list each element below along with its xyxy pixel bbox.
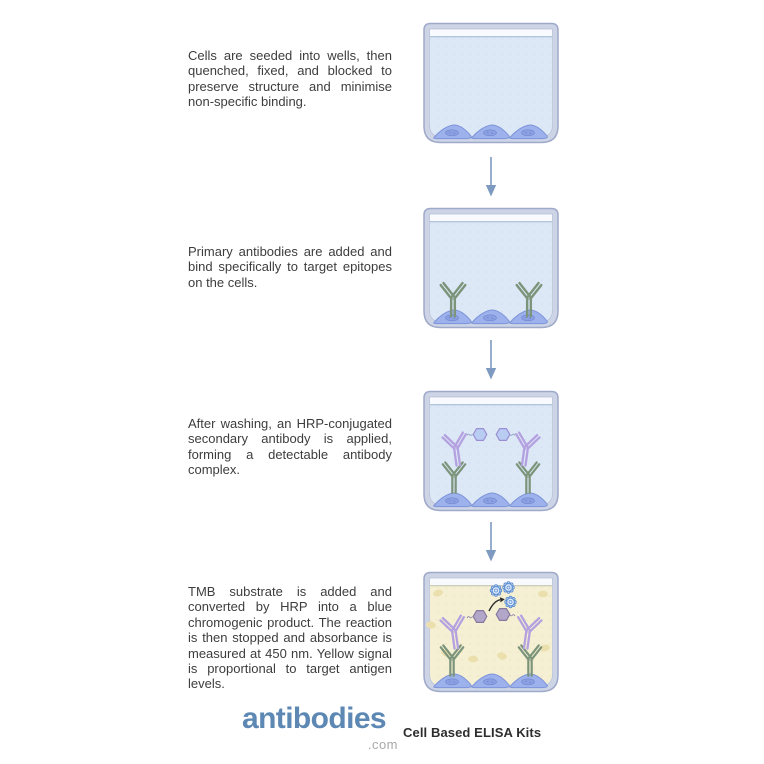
kit-title: Cell Based ELISA Kits: [403, 725, 542, 740]
hrp-enzyme-icon: [473, 429, 487, 441]
step-1-description: Cells are seeded into wells, then quenched, fixed, and blocked to preserve structure and minimise non-specific binding.: [188, 48, 392, 110]
blue-product-molecule-icon: [490, 585, 501, 596]
blue-product-molecule-icon: [505, 596, 516, 607]
substrate-blob-icon: [538, 591, 548, 598]
brand-logo-text: antibodies: [242, 702, 387, 735]
hrp-enzyme-icon: [473, 611, 487, 623]
down-arrow-icon: [484, 340, 498, 380]
step-2-well-illustration: [420, 206, 562, 330]
step-2-description: Primary antibodies are added and bind specifically to target epitopes on the cells.: [188, 244, 392, 290]
step-1-well-illustration: [420, 21, 562, 145]
step-3-well-illustration: [420, 389, 562, 513]
step-4-well-illustration: [420, 570, 562, 694]
down-arrow-icon: [484, 522, 498, 562]
step-4-description: TMB substrate is added and converted by HRP into a blue chromogenic product. The reaction is then stopped and absorbance is measured at 450 nm. Yellow signal is proportional to target antigen levels.: [188, 584, 392, 692]
brand-logo: [242, 702, 398, 750]
substrate-blob-icon: [468, 656, 478, 663]
hrp-enzyme-icon: [496, 429, 510, 441]
down-arrow-icon: [484, 157, 498, 197]
hrp-enzyme-icon: [496, 609, 510, 621]
blue-product-molecule-icon: [503, 582, 514, 593]
brand-domain-suffix: .com: [367, 737, 398, 752]
step-3-description: After washing, an HRP-conjugated secondary antibody is applied, forming a detectable antibody complex.: [188, 416, 392, 478]
